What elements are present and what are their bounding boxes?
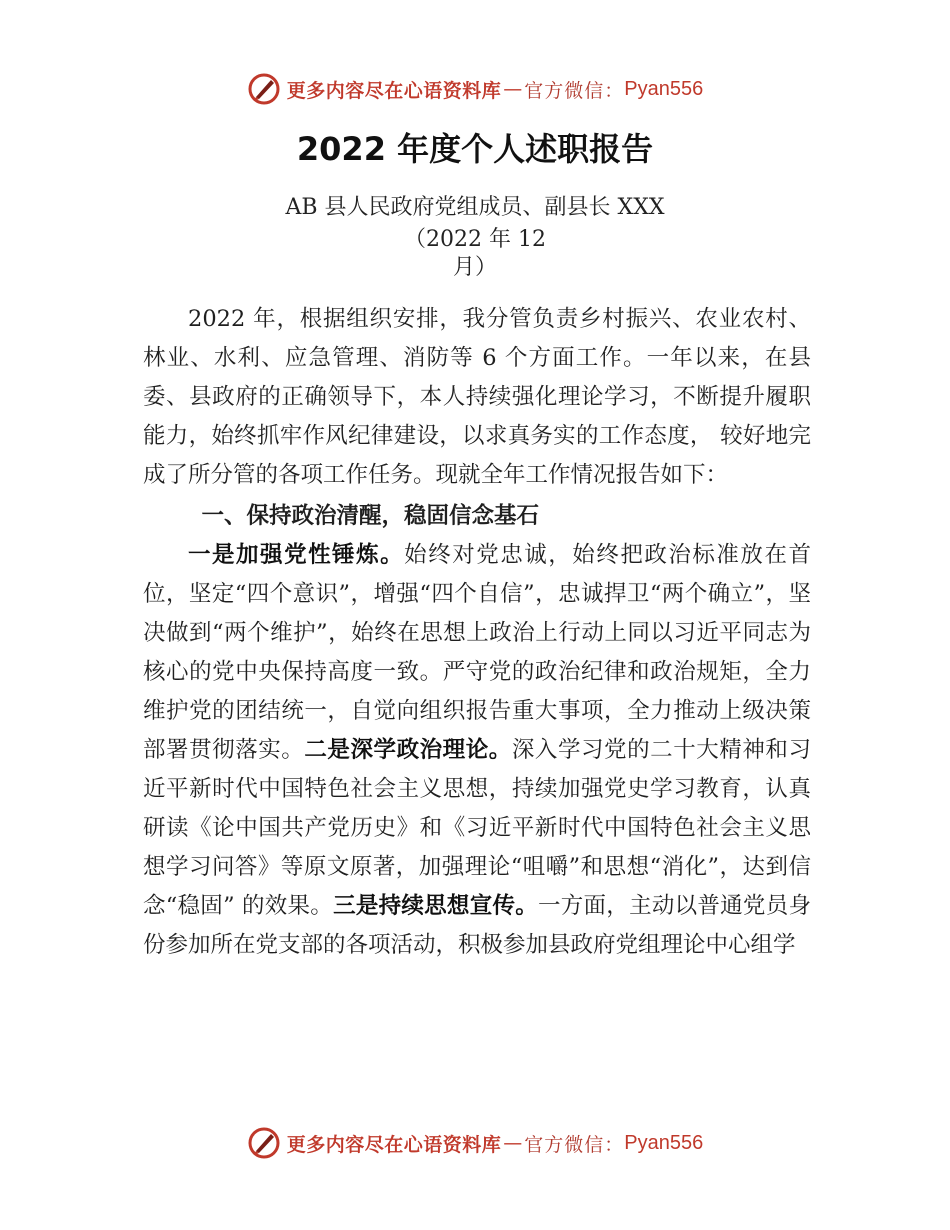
point1-title: 一是加强党性锤炼。 <box>188 542 405 568</box>
pen-logo-icon <box>247 72 281 106</box>
section-paragraph <box>143 536 811 965</box>
pen-logo-icon <box>247 1126 281 1160</box>
footer-watermark <box>0 1126 950 1160</box>
header-watermark <box>0 72 950 106</box>
document-body <box>143 300 811 965</box>
point3-title: 三是持续思想宣传。 <box>333 893 538 919</box>
watermark-wechat-id: Pyan556 <box>624 1131 704 1154</box>
author-line: AB 县人民政府党组成员、副县长 XXX <box>285 195 665 220</box>
point2-text: 深入学习党的二十大精神和习近平新时代中国特色社会主义思想，持续加强党史学习教育，认真研读《论中国共产党历史》和《习近平新时代中国特色社会主义思想学习问答》等原文原著，加强理论“咀嚼”和思想“消化”，达到信念“稳固” 的效果。 <box>143 737 811 919</box>
watermark-dash: — <box>503 1132 523 1154</box>
date-line-1: （2022 年 12 <box>404 227 546 252</box>
date-line-2: 月） <box>452 255 497 280</box>
watermark-label: 官方微信： <box>524 1133 625 1156</box>
watermark-dash: — <box>503 78 523 100</box>
section-heading: 一、保持政治清醒，稳固信念基石 <box>201 503 540 529</box>
point3-text: 一方面，主动以普通党员身份参加所在党支部的各项活动，积极参加县政府党组理论中心组学 <box>143 893 811 958</box>
watermark-brand: 更多内容尽在心语资料库 <box>286 79 502 102</box>
watermark-label: 官方微信： <box>524 79 625 102</box>
watermark-brand: 更多内容尽在心语资料库 <box>286 1133 502 1156</box>
point2-title: 二是深学政治理论。 <box>304 737 512 763</box>
intro-paragraph: 2022 年，根据组织安排，我分管负责乡村振兴、农业农村、林业、水利、应急管理、消防等 6 个方面工作。一年以来，在县委、县政府的正确领导下，本人持续强化理论学习，不断提升履职能力，始终抓牢作风纪律建设，以求真务实的工作态度， 较好地完成了所分管的各项工作任务。现就全年工作情况报告如下： <box>143 306 811 488</box>
document-title: 2022 年度个人述职报告 <box>296 130 654 168</box>
point1-text: 始终对党忠诚，始终把政治标准放在首位，坚定“四个意识”，增强“四个自信”，忠诚捍卫“两个确立”，坚决做到“两个维护”，始终在思想上政治上行动上同以习近平同志为核心的党中央保持高度一致。严守党的政治纪律和政治规矩，全力维护党的团结统一，自觉向组织报告重大事项，全力推动上级决策部署贯彻落实。 <box>143 542 811 763</box>
watermark-wechat-id: Pyan556 <box>624 77 704 100</box>
